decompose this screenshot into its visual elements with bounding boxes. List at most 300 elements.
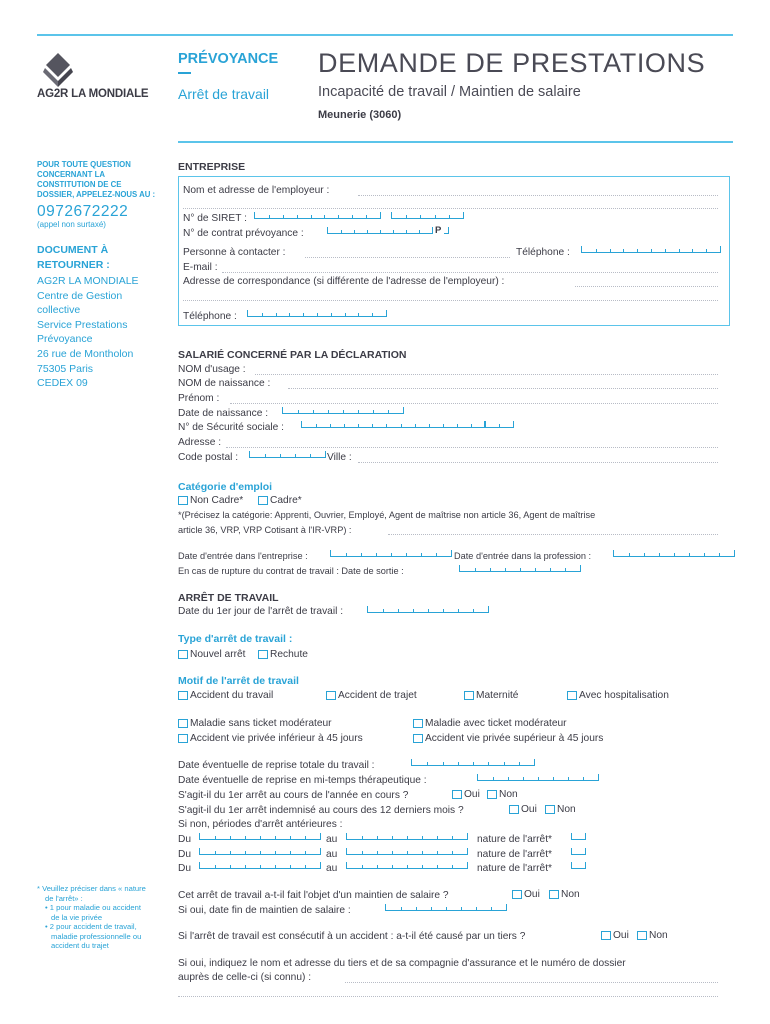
- du-label: Du: [178, 849, 192, 860]
- segment-tick: [361, 553, 362, 556]
- segment-tick: [373, 410, 374, 413]
- segment-tick: [295, 454, 296, 457]
- segment-tick: [280, 454, 281, 457]
- segment-box[interactable]: [282, 407, 404, 414]
- segment-tick: [488, 762, 489, 765]
- oui-label: Oui: [524, 889, 540, 900]
- segment-tick: [406, 215, 407, 218]
- page-title: DEMANDE DE PRESTATIONS: [318, 48, 706, 78]
- segment-tick: [392, 836, 393, 839]
- segment-tick: [354, 230, 355, 233]
- segment-tick: [275, 851, 276, 854]
- maintien-oui-checkbox[interactable]: [512, 889, 540, 900]
- segment-tick: [508, 777, 509, 780]
- segment-tick: [706, 249, 707, 252]
- checkbox-box[interactable]: [326, 691, 336, 700]
- motif-label: Avec hospitalisation: [579, 690, 669, 701]
- address-line: 75305 Paris: [37, 362, 94, 375]
- checkbox-box[interactable]: [601, 931, 611, 940]
- email-field[interactable]: [222, 272, 718, 273]
- segment-tick: [358, 424, 359, 427]
- segment-tick: [428, 609, 429, 612]
- brand-name: AG2R LA MONDIALE: [37, 88, 149, 100]
- segment-tick: [380, 230, 381, 233]
- address-line: collective: [37, 304, 81, 317]
- rechute-label: Rechute: [270, 649, 308, 660]
- segment-tick: [352, 215, 353, 218]
- segment-tick: [689, 553, 690, 556]
- segment-tick: [476, 907, 477, 910]
- cadre-label: Cadre*: [270, 495, 302, 506]
- segment-tick: [303, 313, 304, 316]
- segment-tick: [386, 424, 387, 427]
- motif-label: Accident du travail: [190, 690, 274, 701]
- employer-field-line2[interactable]: [183, 208, 718, 209]
- tiers-info: auprès de celle-ci (si connu) :: [178, 972, 312, 983]
- segment-box[interactable]: [254, 212, 381, 219]
- segment-box[interactable]: [327, 227, 433, 234]
- au-label: au: [326, 834, 338, 845]
- category-sub: Arrêt de travail: [178, 86, 270, 102]
- segment-box[interactable]: [571, 833, 586, 840]
- segment-tick: [298, 410, 299, 413]
- code-postal-label: Code postal :: [178, 452, 239, 463]
- segment-tick: [376, 553, 377, 556]
- segment-tick: [623, 249, 624, 252]
- checkbox-box[interactable]: [413, 719, 423, 728]
- nature-label: nature de l'arrêt*: [477, 863, 552, 874]
- q1-label: S'agit-il du 1er arrêt au cours de l'année en cours ?: [178, 790, 409, 801]
- segment-tick: [260, 836, 261, 839]
- segment-tick: [311, 215, 312, 218]
- maladie-sans-checkbox[interactable]: [178, 718, 332, 729]
- segment-tick: [437, 836, 438, 839]
- segment-box[interactable]: [581, 246, 721, 253]
- contact-field[interactable]: [305, 257, 510, 258]
- segment-tick: [719, 553, 720, 556]
- q1-non-checkbox[interactable]: [487, 789, 518, 800]
- checkbox-box[interactable]: [258, 650, 268, 659]
- prenom-label: Prénom :: [178, 393, 220, 404]
- sidebar-question-line: CONSTITUTION DE CE: [37, 180, 122, 189]
- segment-tick: [391, 553, 392, 556]
- segment-tick: [324, 215, 325, 218]
- segment-tick: [367, 230, 368, 233]
- segment-tick: [443, 609, 444, 612]
- segment-box[interactable]: [199, 862, 321, 869]
- segment-box[interactable]: [249, 451, 326, 458]
- checkbox-box[interactable]: [512, 890, 522, 899]
- segment-tick: [230, 865, 231, 868]
- segment-box[interactable]: [346, 848, 468, 855]
- segment-tick: [443, 424, 444, 427]
- employer-label: Nom et adresse de l'employeur :: [183, 185, 330, 196]
- prenom-field[interactable]: [230, 403, 718, 404]
- segment-box[interactable]: [459, 565, 581, 572]
- segment-tick: [388, 410, 389, 413]
- segment-tick: [317, 313, 318, 316]
- segment-tick: [338, 215, 339, 218]
- checkbox-box[interactable]: [178, 719, 188, 728]
- du-label: Du: [178, 834, 192, 845]
- sidebar-question-line: DOSSIER, APPELEZ-NOUS AU :: [37, 190, 156, 199]
- checkbox-box[interactable]: [567, 691, 577, 700]
- checkbox-box[interactable]: [178, 496, 188, 505]
- segment-tick: [457, 424, 458, 427]
- segment-box[interactable]: [484, 421, 514, 428]
- segment-tick: [629, 553, 630, 556]
- segment-tick: [538, 777, 539, 780]
- segment-tick: [504, 762, 505, 765]
- contract-label: N° de contrat prévoyance :: [183, 228, 304, 239]
- segment-tick: [245, 836, 246, 839]
- employer-field[interactable]: [358, 195, 718, 196]
- segment-tick: [415, 424, 416, 427]
- segment-tick: [490, 568, 491, 571]
- segment-tick: [610, 249, 611, 252]
- non-label: Non: [557, 804, 576, 815]
- address-line: 26 rue de Montholon: [37, 347, 134, 360]
- maladie-avec-checkbox[interactable]: [413, 718, 567, 729]
- premier-jour-label: Date du 1er jour de l'arrêt de travail :: [178, 606, 344, 617]
- checkbox-box[interactable]: [178, 691, 188, 700]
- footnote: [37, 884, 172, 951]
- address-line: Centre de Gestion: [37, 289, 123, 302]
- segment-tick: [422, 836, 423, 839]
- checkbox-box[interactable]: [487, 790, 497, 799]
- sidebar-question-line: POUR TOUTE QUESTION: [37, 160, 131, 169]
- segment-tick: [568, 777, 569, 780]
- segment-box[interactable]: [346, 833, 468, 840]
- salarie-heading: SALARIÉ CONCERNÉ PAR LA DÉCLARATION: [178, 349, 407, 361]
- segment-tick: [330, 424, 331, 427]
- segment-box[interactable]: [391, 212, 464, 219]
- contract-suffix: P: [435, 225, 442, 236]
- vie-privee-sup-checkbox[interactable]: [413, 733, 603, 744]
- phone2-label: Téléphone :: [183, 311, 237, 322]
- address-line: AG2R LA MONDIALE: [37, 275, 139, 287]
- tiers-oui-checkbox[interactable]: [601, 930, 629, 941]
- segment-tick: [550, 568, 551, 571]
- segment-tick: [458, 609, 459, 612]
- segment-tick: [344, 424, 345, 427]
- adresse-label: Adresse :: [178, 437, 222, 448]
- vie-privee-inf-label: Accident vie privée inférieur à 45 jours: [190, 733, 363, 744]
- entree-profession-label: Date d'entrée dans la profession :: [454, 551, 592, 561]
- vie-privee-sup-label: Accident vie privée supérieur à 45 jours: [425, 733, 604, 744]
- segment-tick: [383, 609, 384, 612]
- segment-box[interactable]: [367, 606, 489, 613]
- segment-tick: [305, 836, 306, 839]
- segment-box[interactable]: [571, 848, 586, 855]
- reprise-totale-label: Date éventuelle de reprise totale du travail :: [178, 760, 375, 771]
- segment-tick: [471, 424, 472, 427]
- cadre-checkbox[interactable]: [258, 495, 302, 506]
- segment-tick: [413, 609, 414, 612]
- segment-tick: [491, 907, 492, 910]
- segment-box[interactable]: [571, 862, 586, 869]
- nom-usage-label: NOM d'usage :: [178, 364, 246, 375]
- segment-tick: [345, 313, 346, 316]
- rupture-label: En cas de rupture du contrat de travail : Date de sortie :: [178, 566, 404, 576]
- segment-tick: [473, 609, 474, 612]
- checkbox-box[interactable]: [258, 496, 268, 505]
- segment-tick: [265, 454, 266, 457]
- q2-oui-checkbox[interactable]: [509, 804, 537, 815]
- maintien-question: Cet arrêt de travail a-t-il fait l'objet d'un maintien de salaire ?: [178, 890, 449, 901]
- segment-tick: [297, 215, 298, 218]
- segment-tick: [704, 553, 705, 556]
- entree-entreprise-label: Date d'entrée dans l'entreprise :: [178, 551, 308, 561]
- segment-tick: [565, 568, 566, 571]
- segment-tick: [473, 762, 474, 765]
- segment-tick: [275, 836, 276, 839]
- segment-tick: [637, 249, 638, 252]
- segment-tick: [305, 865, 306, 868]
- contact-label: Personne à contacter :: [183, 247, 286, 258]
- segment-tick: [437, 851, 438, 854]
- segment-tick: [431, 907, 432, 910]
- segment-tick: [289, 313, 290, 316]
- segment-tick: [331, 313, 332, 316]
- motif-label: Accident de trajet: [338, 690, 417, 701]
- address-line: Service Prestations: [37, 318, 128, 331]
- sidebar-phone: 0972672222: [37, 203, 129, 220]
- q2-non-checkbox[interactable]: [545, 804, 576, 815]
- segment-tick: [422, 865, 423, 868]
- segment-tick: [651, 249, 652, 252]
- checkbox-box[interactable]: [637, 931, 647, 940]
- nom-usage-field[interactable]: [255, 374, 718, 375]
- nouvel-arret-checkbox[interactable]: [178, 649, 246, 660]
- checkbox-box[interactable]: [452, 790, 462, 799]
- email-label: E-mail :: [183, 262, 218, 273]
- du-label: Du: [178, 863, 192, 874]
- vie-privee-inf-checkbox[interactable]: [178, 733, 363, 744]
- segment-tick: [377, 851, 378, 854]
- tiers-field-line2[interactable]: [178, 996, 718, 997]
- segment-tick: [290, 836, 291, 839]
- checkbox-box[interactable]: [509, 805, 519, 814]
- footnote-item: accident du trajet: [51, 941, 109, 950]
- segment-tick: [316, 424, 317, 427]
- checkbox-box[interactable]: [549, 890, 559, 899]
- corr-address-field[interactable]: [575, 286, 718, 287]
- segment-tick: [401, 424, 402, 427]
- segment-tick: [305, 851, 306, 854]
- corr-address-field-line2[interactable]: [183, 300, 718, 301]
- segment-tick: [215, 836, 216, 839]
- phone-label: Téléphone :: [516, 247, 570, 258]
- segment-tick: [407, 851, 408, 854]
- segment-tick: [583, 777, 584, 780]
- segment-tick: [692, 249, 693, 252]
- segment-tick: [475, 568, 476, 571]
- segment-tick: [659, 553, 660, 556]
- brand-logo-icon: [40, 52, 76, 88]
- segment-tick: [406, 230, 407, 233]
- non-label: Non: [499, 789, 518, 800]
- motif-heading: Motif de l'arrêt de travail: [178, 675, 299, 687]
- segment-tick: [493, 777, 494, 780]
- segment-tick: [446, 907, 447, 910]
- motif-label: Maternité: [476, 690, 519, 701]
- segment-tick: [358, 410, 359, 413]
- rechute-checkbox[interactable]: [258, 649, 308, 660]
- segment-tick: [215, 865, 216, 868]
- checkbox-box[interactable]: [545, 805, 555, 814]
- segment-tick: [449, 215, 450, 218]
- nom-naissance-label: NOM de naissance :: [178, 378, 271, 389]
- tiers-non-checkbox[interactable]: [637, 930, 668, 941]
- non-cadre-checkbox[interactable]: [178, 495, 243, 506]
- segment-box[interactable]: [247, 310, 387, 317]
- page-subtitle: Incapacité de travail / Maintien de salaire: [318, 84, 581, 100]
- segment-tick: [362, 865, 363, 868]
- segment-tick: [362, 851, 363, 854]
- oui-label: Oui: [613, 930, 629, 941]
- segment-tick: [328, 410, 329, 413]
- sidebar-doc-line: DOCUMENT À: [37, 244, 109, 256]
- segment-tick: [230, 836, 231, 839]
- date-naissance-label: Date de naissance :: [178, 408, 269, 419]
- segment-box[interactable]: [385, 904, 507, 911]
- sector-label: Meunerie (3060): [318, 109, 402, 121]
- top-rule: [37, 34, 733, 36]
- footnote-item: maladie professionnelle ou: [51, 931, 142, 941]
- maintien-fin-label: Si oui, date fin de maintien de salaire :: [178, 905, 351, 916]
- segment-tick: [407, 865, 408, 868]
- categorie-heading: Catégorie d'emploi: [178, 481, 273, 493]
- arret-heading: ARRÊT DE TRAVAIL: [178, 592, 279, 604]
- segment-tick: [519, 762, 520, 765]
- tiers-field[interactable]: [345, 982, 718, 983]
- segment-tick: [436, 553, 437, 556]
- segment-tick: [290, 851, 291, 854]
- segment-tick: [341, 230, 342, 233]
- segment-box[interactable]: [613, 550, 735, 557]
- segment-tick: [366, 215, 367, 218]
- segment-tick: [535, 568, 536, 571]
- segment-tick: [596, 249, 597, 252]
- segment-tick: [422, 851, 423, 854]
- entreprise-heading: ENTREPRISE: [178, 161, 246, 173]
- segment-tick: [499, 424, 500, 427]
- category-dash: [178, 72, 191, 74]
- segment-tick: [276, 313, 277, 316]
- segment-tick: [505, 568, 506, 571]
- segment-box[interactable]: [301, 421, 486, 428]
- header-rule: [178, 141, 733, 143]
- segment-tick: [393, 230, 394, 233]
- segment-tick: [392, 865, 393, 868]
- footnote-item: de la vie privée: [51, 912, 103, 922]
- segment-tick: [245, 851, 246, 854]
- segment-tick: [215, 851, 216, 854]
- non-cadre-label: Non Cadre*: [190, 495, 244, 506]
- segment-tick: [674, 553, 675, 556]
- segment-tick: [644, 553, 645, 556]
- corr-address-label: Adresse de correspondance (si différente de l'adresse de l'employeur) :: [183, 276, 505, 287]
- maintien-non-checkbox[interactable]: [549, 889, 580, 900]
- segment-tick: [362, 836, 363, 839]
- segment-tick: [283, 215, 284, 218]
- ville-field[interactable]: [358, 462, 718, 463]
- segment-box[interactable]: [477, 774, 599, 781]
- segment-tick: [419, 230, 420, 233]
- segment-tick: [416, 907, 417, 910]
- footnote-line: * Veuillez préciser dans « nature: [37, 884, 146, 893]
- address-line: Prévoyance: [37, 333, 93, 346]
- segment-tick: [392, 851, 393, 854]
- footnote-item: • 2 pour accident de travail,: [45, 922, 137, 931]
- nature-label: nature de l'arrêt*: [477, 849, 552, 860]
- checkbox-box[interactable]: [178, 734, 188, 743]
- segment-tick: [343, 410, 344, 413]
- secu-label: N° de Sécurité sociale :: [178, 422, 284, 433]
- segment-tick: [665, 249, 666, 252]
- accident-travail-checkbox[interactable]: [178, 690, 273, 701]
- maladie-avec-label: Maladie avec ticket modérateur: [425, 718, 567, 729]
- segment-tick: [406, 553, 407, 556]
- sidebar-doc-heading: [37, 243, 167, 273]
- segment-tick: [401, 907, 402, 910]
- nature-label: nature de l'arrêt*: [477, 834, 552, 845]
- segment-tick: [461, 907, 462, 910]
- q1-oui-checkbox[interactable]: [452, 789, 480, 800]
- segment-box[interactable]: [199, 833, 321, 840]
- segment-tick: [421, 553, 422, 556]
- accident-trajet-checkbox[interactable]: [326, 690, 417, 701]
- segment-tick: [452, 851, 453, 854]
- segment-tick: [377, 836, 378, 839]
- segment-tick: [452, 865, 453, 868]
- adresse-field[interactable]: [226, 447, 718, 448]
- categorie-field[interactable]: [388, 534, 718, 535]
- segment-tick: [407, 836, 408, 839]
- periodes-label: Si non, périodes d'arrêt antérieures :: [178, 819, 343, 830]
- segment-box[interactable]: [411, 759, 535, 766]
- segment-tick: [358, 313, 359, 316]
- segment-box[interactable]: [346, 862, 468, 869]
- segment-tick: [420, 215, 421, 218]
- segment-tick: [275, 865, 276, 868]
- segment-tick: [553, 777, 554, 780]
- hospitalisation-checkbox[interactable]: [567, 690, 669, 701]
- tiers-question: Si l'arrêt de travail est consécutif à un accident : a-t-il été causé par un tiers ?: [178, 931, 526, 942]
- segment-box[interactable]: [330, 550, 452, 557]
- checkbox-box[interactable]: [178, 650, 188, 659]
- segment-tick: [377, 865, 378, 868]
- segment-tick: [458, 762, 459, 765]
- q2-label: S'agit-il du 1er arrêt indemnisé au cours des 12 derniers mois ?: [178, 805, 464, 816]
- segment-box[interactable]: [199, 848, 321, 855]
- segment-tick: [429, 424, 430, 427]
- segment-tick: [230, 851, 231, 854]
- segment-tick: [437, 865, 438, 868]
- segment-tick: [452, 836, 453, 839]
- segment-tick: [290, 865, 291, 868]
- contract-suffix-cell: [444, 227, 449, 234]
- segment-tick: [313, 410, 314, 413]
- checkbox-box[interactable]: [413, 734, 423, 743]
- nom-naissance-field[interactable]: [288, 388, 718, 389]
- au-label: au: [326, 849, 338, 860]
- segment-tick: [262, 313, 263, 316]
- maternite-checkbox[interactable]: [464, 690, 518, 701]
- checkbox-box[interactable]: [464, 691, 474, 700]
- maladie-sans-label: Maladie sans ticket modérateur: [190, 718, 332, 729]
